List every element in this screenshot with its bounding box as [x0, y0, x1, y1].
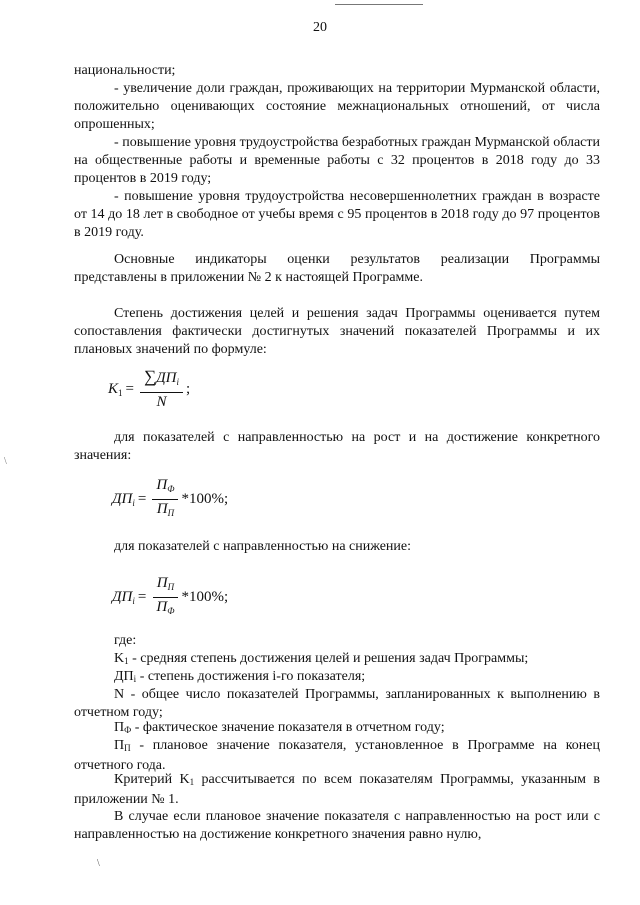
- formula-dp-growth-fraction: $\frac{П_Ф}{П_П}$: [152, 477, 178, 522]
- paragraph-growth: для показателей с направленностью на рост и на достижение конкретного значения:: [74, 430, 600, 463]
- paragraph-bullet-2: - повышение уровня трудоустройства безработных граждан Мурманской области на общественные работы и временные работы с 32 процентов в 2018 году до 33 процентов в 2019 году;: [74, 135, 600, 186]
- paragraph-where: где:: [114, 633, 137, 648]
- formula-k1-lhs: $K_1$: [108, 381, 123, 398]
- scan-mark: \: [97, 858, 100, 869]
- formula-k1: [108, 368, 190, 411]
- definition-pf: $П_Ф$ - фактическое значение показателя в отчетном году;: [114, 720, 445, 735]
- definition-n: N - общее число показателей Программы, запланированных к выполнению в отчетном году;: [74, 687, 600, 720]
- paragraph-indicators: Основные индикаторы оценки результатов реализации Программы представлены в приложении № 2 к настоящей Программе.: [74, 252, 600, 285]
- page-number: 20: [313, 20, 327, 35]
- paragraph-nationality: национальности;: [74, 63, 176, 78]
- header-rule: [335, 4, 423, 5]
- paragraph-zero-case: В случае если плановое значение показателя с направленностью на рост или с направленностью на достижение конкретного значения равно нулю,: [74, 809, 600, 842]
- formula-dp-decrease-fraction: $\frac{П_П}{П_Ф}$: [152, 575, 178, 620]
- paragraph-method: Степень достижения целей и решения задач Программы оценивается путем сопоставления фактически достигнутых значений показателей Программы и их плановых значений по формуле:: [74, 306, 600, 357]
- formula-dp-growth: $ДП_i$ = $\frac{П_Ф}{П_П}$ *100%;: [112, 477, 228, 522]
- definition-k1: $K_1$ - средняя степень достижения целей и решения задач Программы;: [114, 651, 529, 666]
- formula-k1-eq: =: [125, 381, 134, 397]
- paragraph-bullet-1: - увеличение доли граждан, проживающих на территории Мурманской области, положительно оценивающих состояние межнациональных отношений, от числа опрошенных;: [74, 81, 600, 132]
- paragraph-bullet-3: - повышение уровня трудоустройства несовершеннолетних граждан в возрасте от 14 до 18 лет в свободное от учебы время с 95 процентов в 2018 году до 97 процентов в 2019 году.: [74, 189, 600, 240]
- formula-dp-decrease: $ДП_i$ = $\frac{П_П}{П_Ф}$ *100%;: [112, 575, 228, 620]
- definition-pp: $П_П$ - плановое значение показателя, установленное в Программе на конец отчетного года.: [74, 738, 600, 773]
- formula-k1-fraction: $\frac{\sum ДП_i}{N}$: [140, 368, 183, 411]
- sigma-symbol: ∑: [143, 367, 157, 386]
- definition-dpi: $ДП_i$ - степень достижения i-го показателя;: [114, 669, 366, 684]
- formula-k1-tail: ;: [186, 381, 191, 397]
- paragraph-criterion: Критерий $K_1$ рассчитывается по всем показателям Программы, указанным в приложении № 1.: [74, 772, 600, 807]
- scan-edge-mark: \: [4, 456, 7, 467]
- paragraph-decrease: для показателей с направленностью на снижение:: [114, 539, 412, 554]
